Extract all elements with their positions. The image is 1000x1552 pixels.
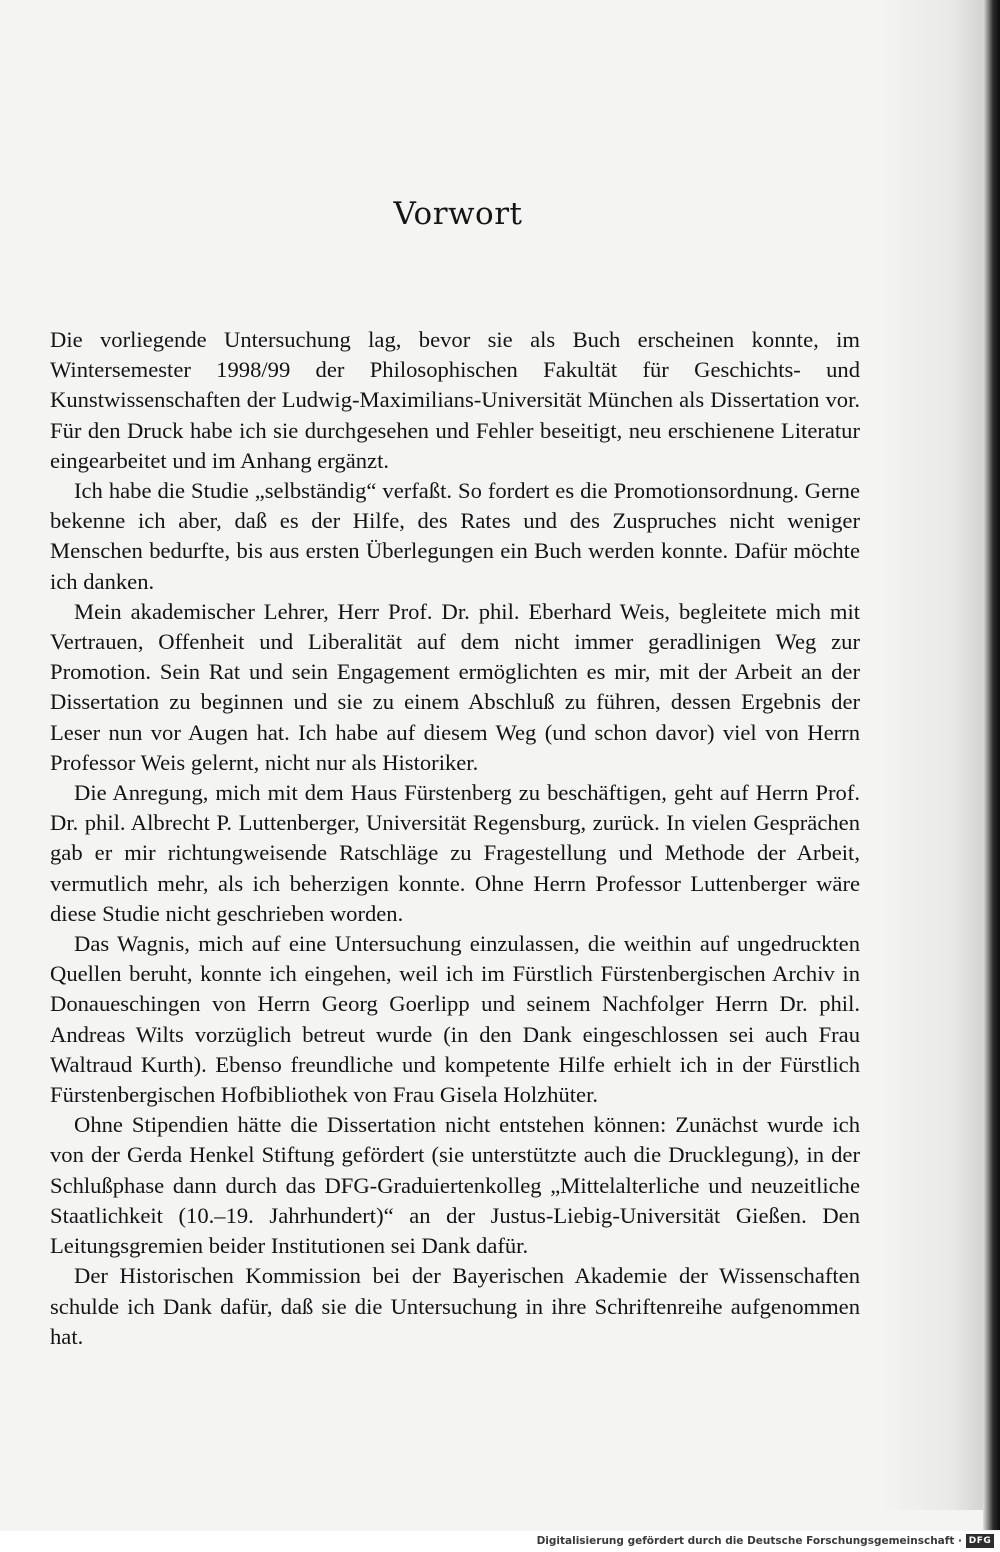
paragraph-4: Die Anregung, mich mit dem Haus Fürstenberg zu beschäftigen, geht auf Herrn Prof. Dr. phil. Albrecht P. Luttenberger, Universität Regensburg, zurück. In vielen Gesprächen gab er mir richtungweisende Ratschläge zu Fragestellung und Methode der Arbeit, vermutlich mehr, als ich beherzigen konnte. Ohne Herrn Professor Luttenberger wäre diese Studie nicht geschrieben worden.: [50, 780, 860, 926]
funding-credit: Digitalisierung gefördert durch die Deutsche Forschungsgemeinschaft ·: [536, 1535, 962, 1547]
paragraph-7: Der Historischen Kommission bei der Bayerischen Akademie der Wissenschaften schulde ich Dank dafür, daß sie die Untersuchung in ihre Schriftenreihe aufgenommen hat.: [50, 1263, 860, 1349]
book-edge: [983, 0, 1000, 1530]
digitization-footer: [0, 1531, 1000, 1552]
dfg-logo-icon: DFG: [966, 1534, 994, 1548]
preface-body: [50, 325, 860, 1352]
paragraph-1: Die vorliegende Untersuchung lag, bevor sie als Buch erscheinen konnte, im Wintersemester 1998/99 der Philosophischen Fakultät für Geschichts- und Kunstwissenschaften der Ludwig-Maximilians-Universität München als Dissertation vor. Für den Druck habe ich sie durchgesehen und Fehler beseitigt, neu erschienene Literatur eingearbeitet und im Anhang ergänzt.: [50, 327, 860, 473]
page-title: Vorwort: [393, 196, 523, 232]
paragraph-3: Mein akademischer Lehrer, Herr Prof. Dr. phil. Eberhard Weis, begleitete mich mit Vertrauen, Offenheit und Liberalität auf dem nicht immer geradlinigen Weg zur Promotion. Sein Rat und sein Engagement ermöglichten es mir, mit der Arbeit an der Dissertation zu beginnen und sie zu einem Abschluß zu führen, dessen Ergebnis der Leser nun vor Augen hat. Ich habe auf diesem Weg (und schon davor) viel von Herrn Professor Weis gelernt, nicht nur als Historiker.: [50, 598, 860, 775]
paragraph-6: Ohne Stipendien hätte die Dissertation nicht entstehen können: Zunächst wurde ich von der Gerda Henkel Stiftung gefördert (sie unterstützte auch die Drucklegung), in der Schlußphase dann durch das DFG-Graduiertenkolleg „Mittelalterliche und neuzeitliche Staatlichkeit (10.–19. Jahrhundert)“ an der Justus-Liebig-Universität Gießen. Den Leitungsgremien beider Institutionen sei Dank dafür.: [50, 1112, 860, 1259]
paragraph-2: Ich habe die Studie „selbständig“ verfaßt. So fordert es die Promotionsordnung. Gerne bekenne ich aber, daß es der Hilfe, des Rates und des Zuspruches nicht weniger Menschen bedurfte, bis aus ersten Überlegungen ein Buch werden konnte. Dafür möchte ich danken.: [50, 478, 860, 594]
paragraph-5: Das Wagnis, mich auf eine Untersuchung einzulassen, die weithin auf ungedruckten Quellen beruht, konnte ich eingehen, weil ich im Fürstlich Fürstenbergischen Archiv in Donaueschingen von Herrn Georg Goerlipp und seinem Nachfolger Herrn Dr. phil. Andreas Wilts vorzüglich betreut wurde (in den Dank eingeschlossen sei auch Frau Waltraud Kurth). Ebenso freundliche und kompetente Hilfe erhielt ich in der Fürstlich Fürstenbergischen Hofbibliothek von Frau Gisela Holzhüter.: [50, 931, 860, 1108]
